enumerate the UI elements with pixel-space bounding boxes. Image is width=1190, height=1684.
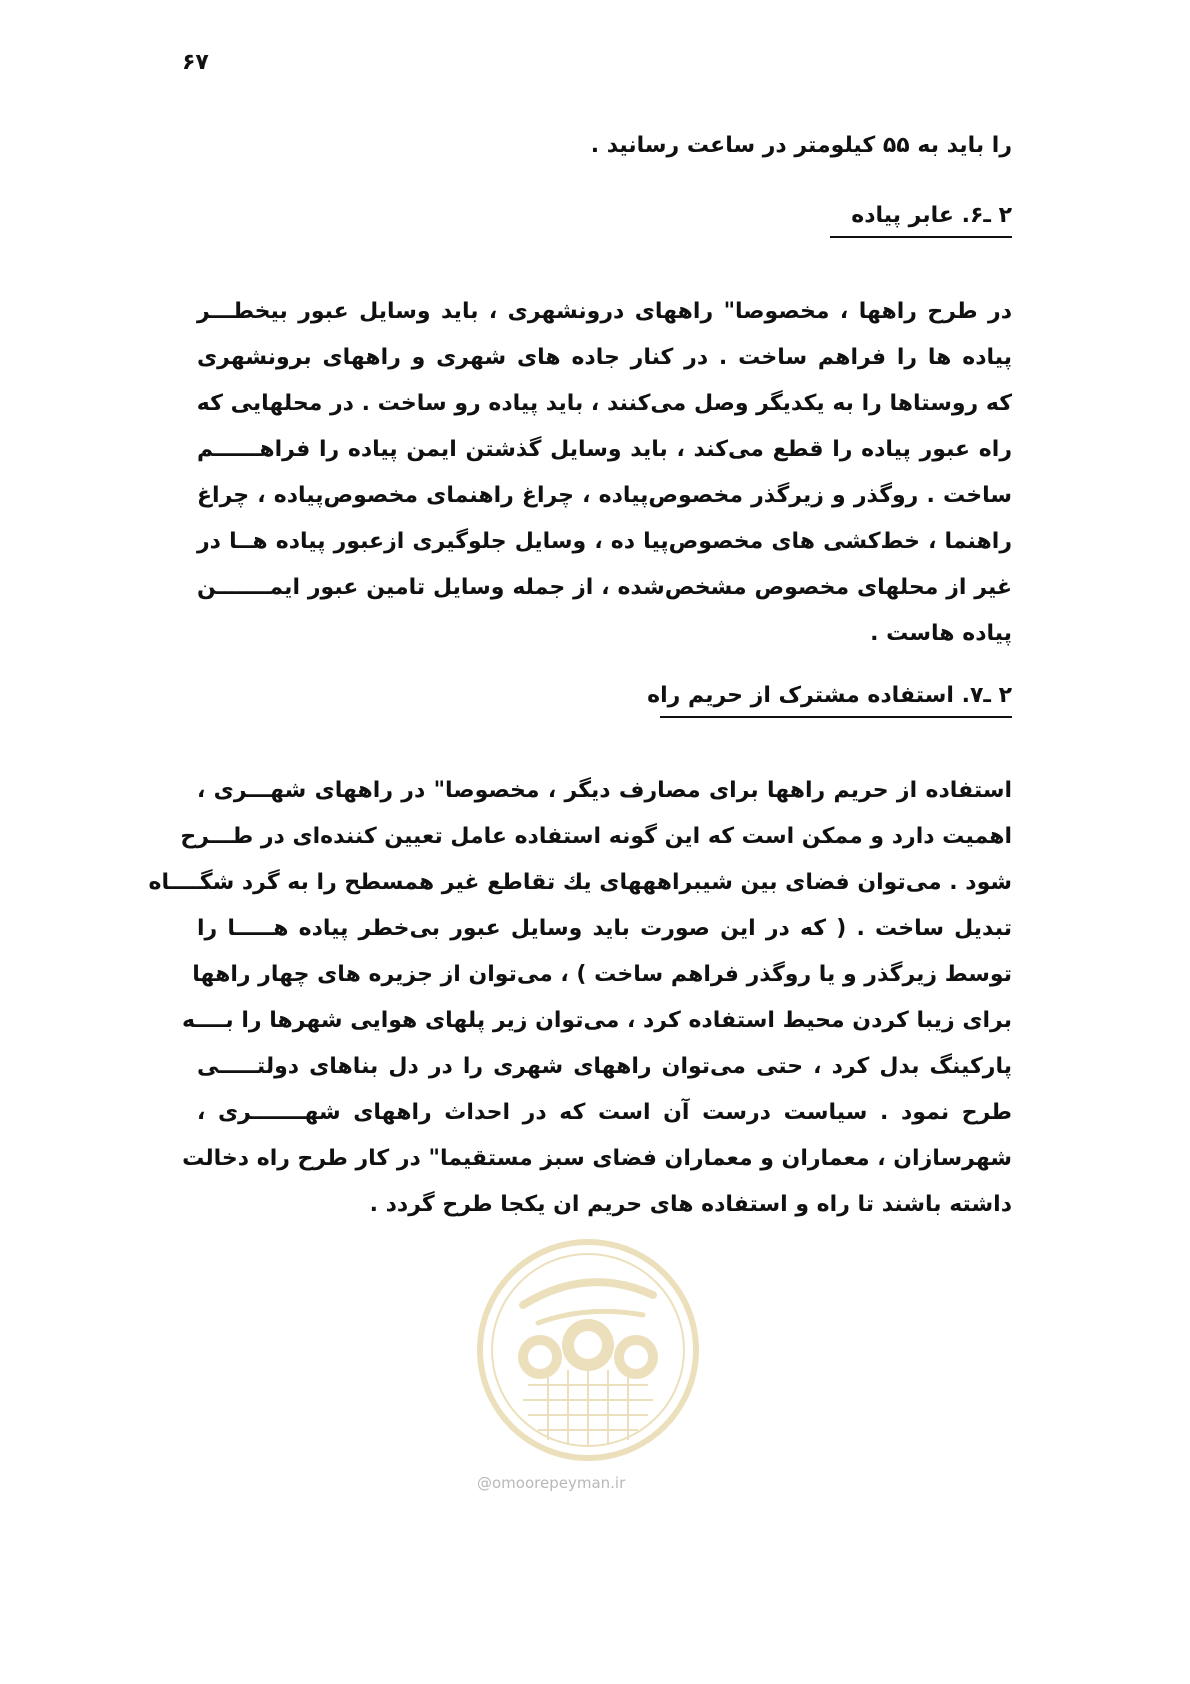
paragraph-line: پیاده هاست . bbox=[870, 621, 1012, 646]
paragraph-line: شود . می‌توان فضای بین شیبراهههای یك تقاطع غیر همسطح را به گرد شگــــاه bbox=[148, 870, 1012, 895]
paragraph-line: در طرح راهها ، مخصوصا" راههای درونشهری ، باید وسایل عبور بیخطـــر bbox=[197, 299, 1012, 324]
paragraph-line: شهرسازان ، معماران و معماران فضای سبز مستقیما" در کار طرح راه دخالت bbox=[182, 1146, 1012, 1171]
paragraph-line: توسط زیرگذر و یا روگذر فراهم ساخت ) ، می‌توان از جزیره های چهار راهها bbox=[192, 962, 1012, 987]
paragraph-line: داشته باشند تا راه و استفاده های حریم ان یکجا طرح گردد . bbox=[369, 1192, 1012, 1217]
watermark-url: @omoorepeyman.ir bbox=[477, 1474, 626, 1492]
paragraph-line: پارکینگ بدل کرد ، حتی می‌توان راههای شهری را در دل بناهای دولتـــــی bbox=[197, 1054, 1012, 1079]
paragraph-line: غیر از محلهای مخصوص مشخص‌شده ، از جمله وسایل تامین عبور ایمـــــــن bbox=[197, 575, 1012, 600]
paragraph-line: طرح نمود . سیاست درست آن است که در احداث راههای شهـــــــری ، bbox=[197, 1100, 1012, 1125]
watermark-stamp-logo bbox=[468, 1235, 708, 1465]
page-number: ۶۷ bbox=[182, 50, 209, 75]
paragraph-line: ساخت . روگذر و زیرگذر مخصوص‌پیاده ، چراغ راهنمای مخصوص‌پیاده ، چراغ bbox=[197, 483, 1012, 508]
paragraph-line: برای زیبا کردن محیط استفاده کرد ، می‌توان زیر پلهای هوایی شهرها را بــــه bbox=[181, 1008, 1012, 1033]
section-heading-6-underline bbox=[830, 236, 1012, 238]
section-heading-7: ۲ ـ۷. استفاده مشترک از حریم راه bbox=[647, 683, 1012, 708]
paragraph-line: راهنما ، خط‌کشی های مخصوص‌پیا ده ، وسایل جلوگیری ازعبور پیاده هــا در bbox=[197, 529, 1012, 554]
paragraph-line: اهمیت دارد و ممکن است که این گونه استفاده عامل تعیین کننده‌ای در طـــرح bbox=[180, 824, 1012, 849]
section-heading-6: ۲ ـ۶. عابر پیاده bbox=[851, 203, 1012, 228]
paragraph-line: تبدیل ساخت . ( که در این صورت باید وسایل عبور بی‌خطر پیاده هـــــا را bbox=[197, 916, 1012, 941]
paragraph-line: راه عبور پیاده را قطع می‌کند ، باید وسایل گذشتن ایمن پیاده را فراهــــــم bbox=[197, 437, 1012, 462]
intro-line: را باید به ۵۵ کیلومتر در ساعت رسانید . bbox=[590, 133, 1012, 158]
section-7-paragraph bbox=[148, 768, 1012, 1228]
section-heading-7-underline bbox=[660, 716, 1012, 718]
paragraph-line: استفاده از حریم راهها برای مصارف دیگر ، مخصوصا" در راههای شهـــری ، bbox=[197, 778, 1012, 803]
section-6-paragraph bbox=[197, 289, 1012, 657]
paragraph-line: پیاده ها را فراهم ساخت . در کنار جاده های شهری و راههای برونشهری bbox=[197, 345, 1012, 370]
paragraph-line: که روستاها را به یکدیگر وصل می‌کنند ، باید پیاده رو ساخت . در محلهایی که bbox=[196, 391, 1012, 416]
